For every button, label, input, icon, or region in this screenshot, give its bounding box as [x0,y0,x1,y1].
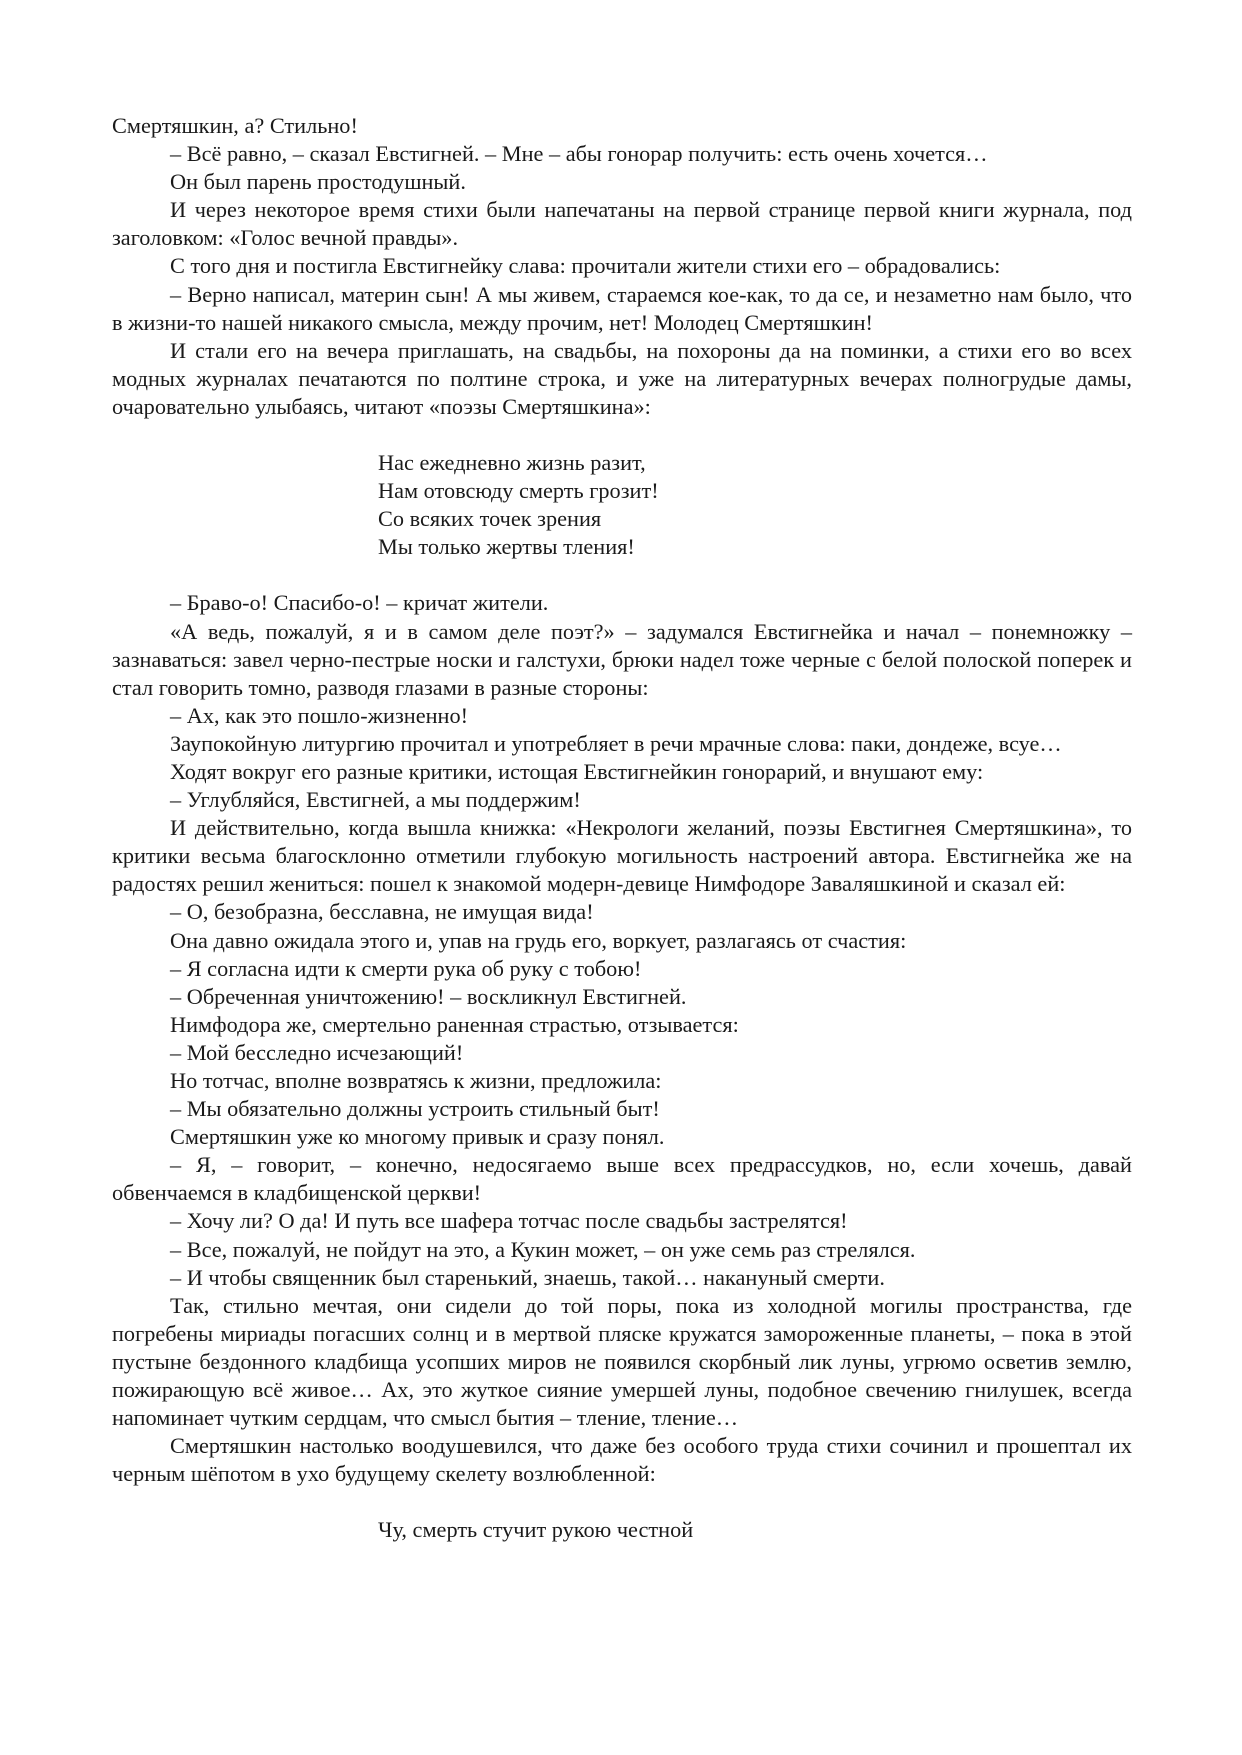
paragraph: Он был парень простодушный. [170,169,466,195]
poem-line: Чу, смерть стучит рукою честной [378,1517,694,1543]
poem-line: Нам отовсюду смерть грозит! [378,478,659,504]
paragraph: – Обреченная уничтожению! – воскликнул Евстигней. [170,983,687,1009]
paragraph: С того дня и постигла Евстигнейку слава: прочитали жители стихи его – обрадовались: [170,253,1001,279]
paragraph: – Верно написал, материн сын! А мы живем, стараемся кое-как, то да се, и незаметно нам было, что в жизни-то нашей никакого смысла, между прочим, нет! Молодец Смертяшкин! [112,281,1132,335]
paragraph: – И чтобы священник был старенький, знаешь, такой… накануный смерти. [170,1264,885,1290]
paragraph: – Браво-о! Спасибо-о! – кричат жители. [170,590,549,616]
paragraph: Но тотчас, вполне возвратясь к жизни, предложила: [170,1068,662,1093]
paragraph: – Ах, как это пошло-жизненно! [170,702,469,728]
paragraph: – Углубляйся, Евстигней, а мы поддержим! [170,787,581,813]
paragraph: Так, стильно мечтая, они сидели до той поры, пока из холодной могилы пространства, где погребены мириады погасших солнц и в мертвой пляске кружатся замороженные планеты, – пока в этой пустыне бездонного кладбища усопших миров не появился скорбный лик луны, угрюмо осветив землю, пожирающую всё живое… Ах, это жуткое сияние умершей луны, подобное свечению гнилушек, всегда напоминает чутким сердцам, что смысл бытия – тление, тление… [112,1292,1132,1431]
paragraph: – Мы обязательно должны устроить стильный быт! [170,1096,660,1122]
paragraph: – Все, пожалуй, не пойдут на это, а Кукин может, – он уже семь раз стрелялся. [170,1236,916,1262]
paragraph: «А ведь, пожалуй, я и в самом деле поэт?» – задумался Евстигнейка и начал – понемножку – зазнаваться: завел черно-пестрые носки и галстухи, брюки надел тоже черные с белой полоской поперек и стал говорить томно, разводя глазами в разные стороны: [112,618,1132,700]
paragraph: Ходят вокруг его разные критики, истощая Евстигнейкин гонорарий, и внушают ему: [170,758,984,784]
paragraph: Она давно ожидала этого и, упав на грудь его, воркует, разлагаясь от счастия: [170,927,907,953]
document-page [112,112,1132,1545]
paragraph: Смертяшкин уже ко многому привык и сразу понял. [170,1124,665,1150]
paragraph: Нимфодора же, смертельно раненная страстью, отзывается: [170,1011,739,1037]
paragraph: – Хочу ли? О да! И путь все шафера тотчас после свадьбы застрелятся! [170,1208,848,1234]
paragraph: – Мой бесследно исчезающий! [170,1039,464,1065]
paragraph: Заупокойную литургию прочитал и употребляет в речи мрачные слова: паки, дондеже, всуе… [170,730,1062,756]
paragraph: Смертяшкин, а? Стильно! [112,113,358,138]
paragraph: И действительно, когда вышла книжка: «Некрологи желаний, поэзы Евстигнея Смертяшкина», то критики весьма благосклонно отметили глубокую могильность настроений автора. Евстигнейка же на радостях решил жениться: пошел к знакомой модерн-девице Нимфодоре Заваляшкиной и сказал ей: [112,815,1132,897]
paragraph: И стали его на вечера приглашать, на свадьбы, на похороны да на поминки, а стихи его во всех модных журналах печатаются по полтине строка, и уже на литературных вечерах полногрудые дамы, очаровательно улыбаясь, читают «поэзы Смертяшкина»: [112,337,1132,419]
paragraph: – О, безобразна, бесславна, не имущая вида! [170,899,594,925]
poem-stanza [112,1516,1132,1544]
poem-line: Со всяких точек зрения [378,506,602,532]
poem-stanza [112,449,1132,561]
paragraph: – Всё равно, – сказал Евстигней. – Мне – абы гонорар получить: есть очень хочется… [170,141,988,167]
poem-line: Мы только жертвы тления! [378,534,635,560]
poem-line: Нас ежедневно жизнь разит, [378,450,646,476]
paragraph: – Я, – говорит, – конечно, недосягаемо выше всех предрассудков, но, если хочешь, давай обвенчаемся в кладбищенской церкви! [112,1152,1132,1206]
paragraph: И через некоторое время стихи были напечатаны на первой странице первой книги журнала, под заголовком: «Голос вечной правды». [112,197,1132,251]
paragraph: – Я согласна идти к смерти рука об руку с тобою! [170,955,642,981]
paragraph: Смертяшкин настолько воодушевился, что даже без особого труда стихи сочинил и прошептал их черным шёпотом в ухо будущему скелету возлюбленной: [112,1433,1132,1487]
